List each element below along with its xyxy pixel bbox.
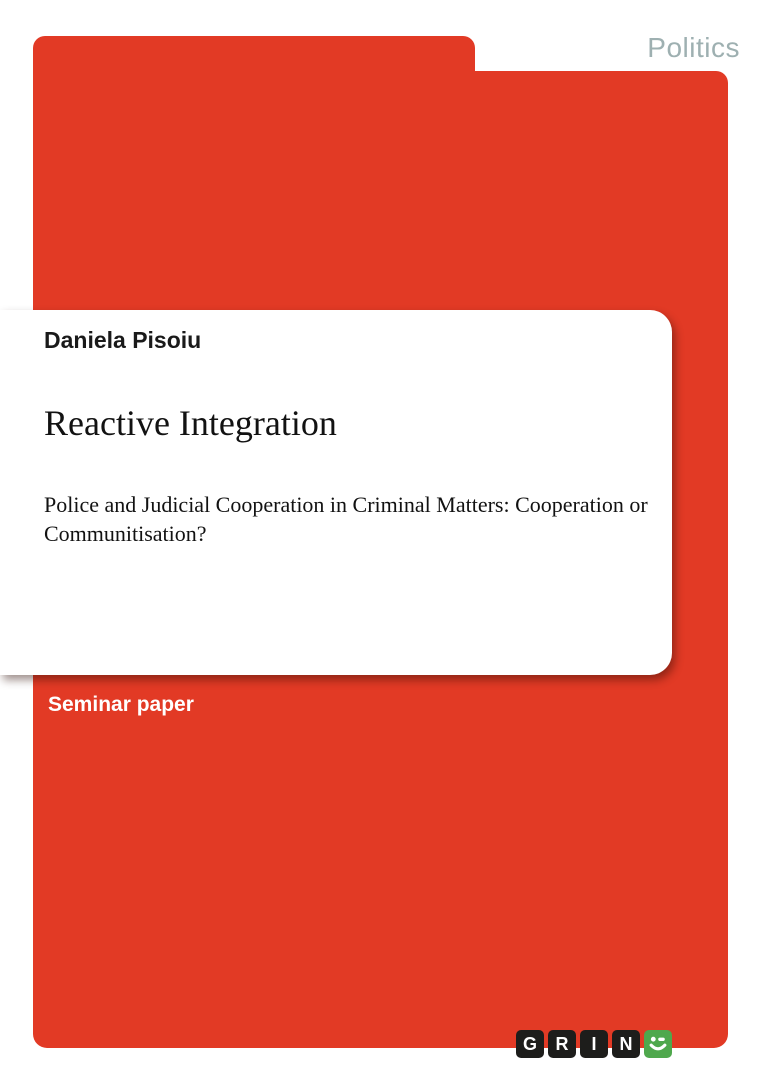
winking-smiley-icon: [644, 1030, 672, 1058]
logo-letter: R: [555, 1033, 569, 1054]
logo-letter-square-n: [612, 1030, 640, 1058]
author-name: Daniela Pisoiu: [44, 327, 202, 353]
paper-type-label: Seminar paper: [48, 693, 194, 716]
logo-letter-square-i: [580, 1030, 608, 1058]
logo-letter-square-r: [548, 1030, 576, 1058]
grin-logo: [516, 1030, 672, 1058]
content-card: [0, 310, 672, 675]
logo-letter: N: [619, 1033, 633, 1054]
category-label: Politics: [647, 32, 740, 63]
logo-letter: I: [591, 1033, 597, 1054]
logo-letter: G: [522, 1033, 537, 1054]
logo-letter-square-g: [516, 1030, 544, 1058]
book-subtitle: Police and Judicial Cooperation in Criminal Matters: Cooperation or Communitisation?: [44, 492, 648, 546]
book-title: Reactive Integration: [44, 403, 337, 443]
